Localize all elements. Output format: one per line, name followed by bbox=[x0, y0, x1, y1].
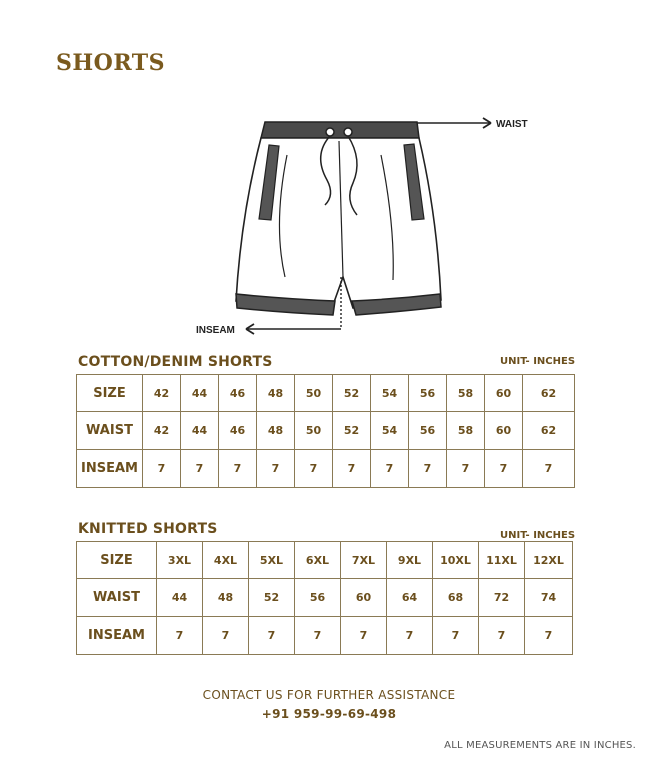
table-row bbox=[77, 375, 575, 412]
table-cell: 7 bbox=[447, 450, 485, 488]
table-cell: 44 bbox=[157, 579, 203, 617]
table-cell: 56 bbox=[409, 375, 447, 412]
knitted-section-title: KNITTED SHORTS bbox=[78, 521, 218, 537]
table-cell: 7 bbox=[143, 450, 181, 488]
table-cell: 52 bbox=[249, 579, 295, 617]
table-cell: 60 bbox=[485, 375, 523, 412]
table-cell: 62 bbox=[523, 375, 575, 412]
table-cell: 7 bbox=[157, 617, 203, 655]
table-cell: 72 bbox=[479, 579, 525, 617]
table-cell: 58 bbox=[447, 375, 485, 412]
table-cell: 60 bbox=[341, 579, 387, 617]
table-cell: 48 bbox=[257, 412, 295, 450]
table-cell: 56 bbox=[409, 412, 447, 450]
row-header: INSEAM bbox=[77, 617, 157, 655]
cotton-section-title: COTTON/DENIM SHORTS bbox=[78, 354, 273, 370]
table-row bbox=[77, 450, 575, 488]
table-cell: 7 bbox=[387, 617, 433, 655]
table-cell: 7 bbox=[181, 450, 219, 488]
row-header: SIZE bbox=[77, 375, 143, 412]
table-cell: 7 bbox=[479, 617, 525, 655]
shorts-illustration bbox=[185, 105, 545, 345]
table-cell: 7 bbox=[249, 617, 295, 655]
table-row bbox=[77, 617, 573, 655]
table-cell: 7 bbox=[433, 617, 479, 655]
table-row bbox=[77, 412, 575, 450]
contact-phone[interactable]: +91 959-99-69-498 bbox=[261, 707, 397, 721]
table-cell: 10XL bbox=[433, 542, 479, 579]
table-cell: 7 bbox=[485, 450, 523, 488]
table-cell: 7 bbox=[219, 450, 257, 488]
table-cell: 9XL bbox=[387, 542, 433, 579]
table-cell: 54 bbox=[371, 375, 409, 412]
table-cell: 52 bbox=[333, 412, 371, 450]
table-cell: 6XL bbox=[295, 542, 341, 579]
table-cell: 7 bbox=[409, 450, 447, 488]
table-cell: 7 bbox=[333, 450, 371, 488]
table-cell: 7 bbox=[341, 617, 387, 655]
table-cell: 7 bbox=[203, 617, 249, 655]
table-cell: 7XL bbox=[341, 542, 387, 579]
table-cell: 42 bbox=[143, 412, 181, 450]
cotton-size-table bbox=[76, 374, 575, 488]
table-cell: 7 bbox=[371, 450, 409, 488]
table-cell: 3XL bbox=[157, 542, 203, 579]
table-cell: 68 bbox=[433, 579, 479, 617]
table-cell: 44 bbox=[181, 412, 219, 450]
table-cell: 52 bbox=[333, 375, 371, 412]
table-cell: 64 bbox=[387, 579, 433, 617]
table-row bbox=[77, 542, 573, 579]
row-header: WAIST bbox=[77, 579, 157, 617]
waistband bbox=[261, 122, 419, 138]
contact-text: CONTACT US FOR FURTHER ASSISTANCE bbox=[202, 688, 456, 702]
table-cell: 58 bbox=[447, 412, 485, 450]
table-cell: 60 bbox=[485, 412, 523, 450]
measurement-note: ALL MEASUREMENTS ARE IN INCHES. bbox=[444, 740, 636, 751]
row-header: SIZE bbox=[77, 542, 157, 579]
table-cell: 50 bbox=[295, 412, 333, 450]
table-cell: 7 bbox=[295, 450, 333, 488]
table-cell: 5XL bbox=[249, 542, 295, 579]
table-cell: 48 bbox=[203, 579, 249, 617]
table-row bbox=[77, 579, 573, 617]
table-cell: 56 bbox=[295, 579, 341, 617]
table-cell: 4XL bbox=[203, 542, 249, 579]
knitted-size-table bbox=[76, 541, 573, 655]
inseam-label: INSEAM bbox=[196, 325, 235, 336]
table-cell: 7 bbox=[523, 450, 575, 488]
table-cell: 48 bbox=[257, 375, 295, 412]
table-cell: 44 bbox=[181, 375, 219, 412]
cotton-unit-label: UNIT- INCHES bbox=[500, 356, 576, 367]
table-cell: 46 bbox=[219, 412, 257, 450]
table-cell: 50 bbox=[295, 375, 333, 412]
waist-label: WAIST bbox=[496, 119, 528, 130]
knitted-unit-label: UNIT- INCHES bbox=[500, 530, 576, 541]
row-header: WAIST bbox=[77, 412, 143, 450]
table-cell: 11XL bbox=[479, 542, 525, 579]
table-cell: 12XL bbox=[525, 542, 573, 579]
row-header: INSEAM bbox=[77, 450, 143, 488]
table-cell: 62 bbox=[523, 412, 575, 450]
table-cell: 7 bbox=[295, 617, 341, 655]
table-cell: 7 bbox=[257, 450, 295, 488]
table-cell: 42 bbox=[143, 375, 181, 412]
table-cell: 74 bbox=[525, 579, 573, 617]
page-title: SHORTS bbox=[56, 50, 165, 76]
table-cell: 7 bbox=[525, 617, 573, 655]
table-cell: 46 bbox=[219, 375, 257, 412]
table-cell: 54 bbox=[371, 412, 409, 450]
